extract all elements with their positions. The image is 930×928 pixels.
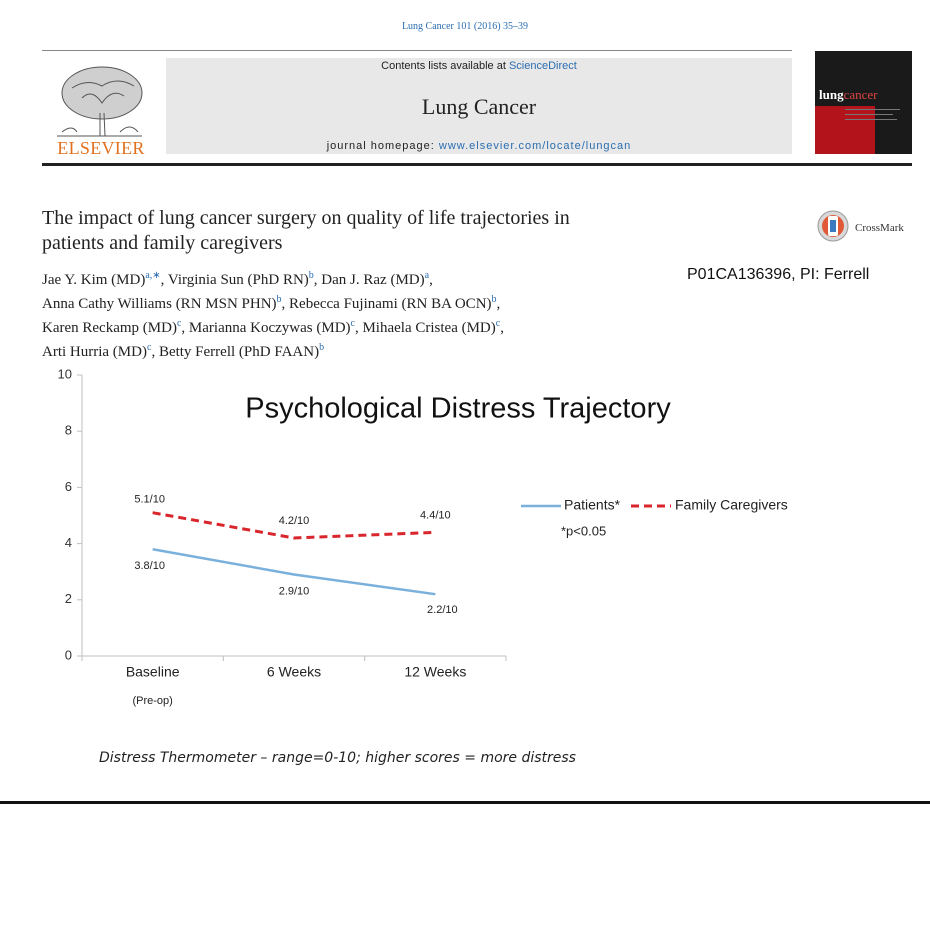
journal-homepage — [166, 140, 792, 152]
x-tick-sublabel: (Pre-op) — [132, 694, 173, 707]
chart-title: Psychological Distress Trajectory — [245, 392, 671, 425]
journal-title: Lung Cancer — [421, 94, 537, 119]
author-name: , Rebecca Fujinami (RN BA OCN) — [281, 296, 492, 312]
author-name: Jae Y. Kim (MD) — [42, 272, 146, 288]
cover-title — [819, 87, 878, 103]
author-affiliation[interactable]: b — [319, 342, 325, 353]
y-tick-label: 4 — [64, 535, 72, 551]
article-title — [42, 206, 782, 256]
author-name: , Mihaela Cristea (MD) — [354, 320, 496, 336]
header-thick-rule — [42, 163, 912, 166]
author-name: , — [500, 320, 504, 336]
author-name: , — [496, 296, 501, 312]
author-affiliation[interactable]: c — [350, 318, 355, 329]
author-line — [42, 290, 682, 314]
grant-number: P01CA136396, PI: Ferrell — [687, 266, 870, 283]
author-affiliation[interactable]: b — [491, 294, 497, 305]
x-tick-label: 6 Weeks — [266, 663, 322, 680]
x-tick-label: 12 Weeks — [404, 663, 467, 680]
author-line — [42, 314, 682, 338]
author-affiliation[interactable]: b — [276, 294, 282, 305]
contents-line — [166, 60, 792, 72]
author-name: , Betty Ferrell (PhD FAAN) — [151, 344, 320, 360]
y-tick-label: 10 — [57, 366, 72, 382]
header-rule — [42, 50, 792, 51]
author-affiliation[interactable]: a — [424, 270, 430, 281]
crossmark-label: CrossMark — [855, 222, 904, 234]
author-line — [42, 266, 682, 290]
caregivers-data-label: 5.1/10 — [134, 493, 165, 506]
patients-data-label: 2.2/10 — [427, 604, 458, 617]
significance-note: *p<0.05 — [561, 523, 607, 539]
author-affiliation[interactable]: c — [495, 318, 501, 329]
patients-data-label: 3.8/10 — [134, 560, 165, 573]
y-tick-label: 6 — [64, 478, 72, 494]
y-tick-label: 8 — [64, 422, 72, 438]
caregivers-data-label: 4.2/10 — [278, 514, 310, 527]
author-name: Anna Cathy Williams (RN MSN PHN) — [42, 296, 277, 312]
y-tick-label: 2 — [64, 591, 72, 607]
cover-title-light: cancer — [843, 87, 878, 102]
contents-prefix: Contents lists available at — [381, 60, 509, 72]
caregivers-data-label: 4.4/10 — [420, 509, 451, 522]
legend-patients-label: Patients* — [564, 496, 621, 513]
homepage-link[interactable]: www.elsevier.com/locate/lungcan — [438, 140, 632, 152]
sciencedirect-link[interactable]: ScienceDirect — [508, 60, 577, 72]
article-title-line-2: patients and family caregivers — [42, 232, 283, 254]
article-title-line-1: The impact of lung cancer surgery on quality of life trajectories in — [42, 207, 570, 229]
author-name: , — [429, 272, 433, 288]
legend-caregivers-label: Family Caregivers — [675, 496, 788, 513]
publisher-name: ELSEVIER — [57, 138, 145, 158]
author-affiliation[interactable]: c — [146, 342, 152, 353]
patients-data-label: 2.9/10 — [278, 585, 310, 598]
author-list — [42, 266, 682, 362]
homepage-prefix: journal homepage: — [326, 140, 439, 152]
y-tick-label: 0 — [64, 647, 72, 663]
x-tick-label: Baseline — [125, 663, 180, 680]
author-affiliation[interactable]: b — [308, 270, 314, 281]
bottom-rule — [0, 801, 930, 804]
author-name: , Virginia Sun (PhD RN) — [160, 272, 309, 288]
cover-title-bold: lung — [819, 87, 844, 102]
author-affiliation[interactable]: c — [176, 318, 182, 329]
author-name: , Marianna Koczywas (MD) — [181, 320, 351, 336]
journal-citation: Lung Cancer 101 (2016) 35–39 — [401, 21, 529, 32]
author-affiliation[interactable]: a,∗ — [145, 270, 161, 281]
author-name: Karen Reckamp (MD) — [42, 320, 177, 336]
author-name: Arti Hurria (MD) — [42, 344, 147, 360]
chart-footnote: Distress Thermometer – range=0-10; higher scores = more distress — [99, 750, 576, 766]
journal-cover — [815, 51, 912, 154]
distress-trajectory-chart — [0, 355, 930, 735]
author-name: , Dan J. Raz (MD) — [313, 272, 425, 288]
